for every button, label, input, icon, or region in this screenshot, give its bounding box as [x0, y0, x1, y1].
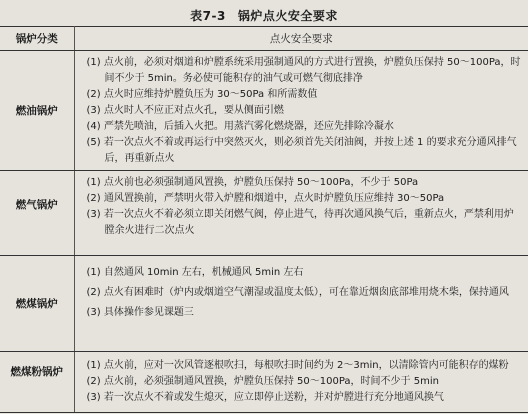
table-number: 表7-3: [190, 9, 226, 23]
list-item: (2) 点火前，必须强制通风置换，炉膛负压保持 50～100Pa，时间不少于 5min: [86, 376, 439, 387]
table-row: [0, 51, 528, 171]
list-item: (3) 若一次点火不着必须立即关闭燃气阀，停止进气，待再次通风换气后，重新点火，严禁利用炉膛余火进行二次点火: [86, 209, 514, 236]
list-item: (1) 点火前，应对一次风管逐根吹扫，每根吹扫时间约为 2～3min，以清除管内可能积存的煤粉: [86, 360, 509, 371]
list-item: (1) 自然通风 10min 左右，机械通风 5min 左右: [86, 267, 304, 278]
row-items: [74, 256, 528, 352]
row-category: 燃气锅炉: [0, 171, 74, 256]
table-caption: [0, 7, 528, 24]
list-item: (2) 通风置换前，严禁明火带入炉膛和烟道中，点火时炉膛负压应维持 30～50Pa: [86, 193, 445, 204]
list-item: (2) 点火时应维持炉膛负压为 30～50Pa 和所需数值: [86, 89, 318, 100]
safety-table: [0, 26, 528, 413]
row-category: 燃油锅炉: [0, 51, 74, 171]
table-row: [0, 352, 528, 413]
header-requirements: 点火安全要求: [74, 27, 528, 51]
table-row: [0, 256, 528, 352]
row-category: 燃煤锅炉: [0, 256, 74, 352]
row-items: [74, 352, 528, 413]
row-items: [74, 171, 528, 256]
list-item: (3) 点火时人不应正对点火孔，要从侧面引燃: [86, 105, 284, 116]
row-category: 燃煤粉锅炉: [0, 352, 74, 413]
list-item: (1) 点火前，必须对烟道和炉膛系统采用强制通风的方式进行置换，炉膛负压保持 50～100Pa，时间不少于 5min。务必使可能积存的油气或可燃气彻底排净: [86, 57, 521, 84]
list-item: (2) 点火有困难时（炉内或烟道空气潮湿或温度太低），可在靠近烟囱底部堆用烧木柴，保持通风: [86, 287, 509, 298]
header-category: 锅炉分类: [0, 27, 74, 51]
list-item: (3) 若一次点火不着或发生熄灭，应立即停止送粉，并对炉膛进行充分地通风换气: [86, 392, 444, 403]
header-row: [0, 27, 528, 51]
row-items: [74, 51, 528, 171]
list-item: (5) 若一次点火不着或再运行中突然灭火，则必须首先关闭油阀，并按上述 1 的要求充分通风排气后，再重新点火: [86, 137, 517, 164]
table-row: [0, 171, 528, 256]
table-title: 锅炉点火安全要求: [237, 9, 338, 23]
list-item: (4) 严禁先喷油，后插入火把。用蒸汽雾化燃烧器，还应先排除冷凝水: [86, 121, 394, 132]
list-item: (3) 具体操作参见课题三: [86, 307, 194, 318]
list-item: (1) 点火前也必须强制通风置换，炉膛负压保持 50～100Pa，不少于 50Pa: [86, 177, 419, 188]
